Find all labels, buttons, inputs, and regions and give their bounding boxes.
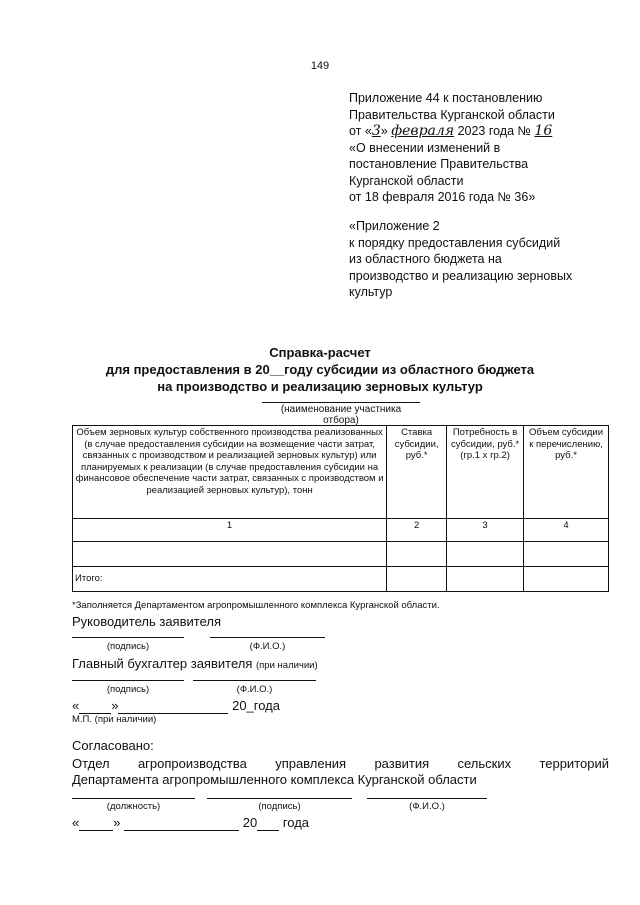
head-sign-caption: (подпись) xyxy=(106,641,150,652)
annex-date-line: от «3» февраля 2023 года № 16 xyxy=(349,123,553,139)
table-cell[interactable] xyxy=(524,567,609,592)
fio-caption: (Ф.И.О.) xyxy=(409,801,445,812)
accountant-sign-caption: (подпись) xyxy=(106,684,150,695)
head-signature-line[interactable] xyxy=(72,637,184,638)
signature-line[interactable] xyxy=(207,798,352,799)
date-day-field[interactable] xyxy=(79,815,113,831)
annex2-line-2: к порядку предоставления субсидий xyxy=(349,235,561,250)
agreed-word: управления xyxy=(275,756,347,771)
date-day-field[interactable] xyxy=(79,698,111,714)
title-line-1: Справка-расчет xyxy=(269,345,371,360)
annex2-line-1: «Приложение 2 xyxy=(349,219,440,233)
handwritten-month: февраля xyxy=(391,123,455,139)
col-number-3: 3 xyxy=(447,519,524,542)
seal-note: М.П. (при наличии) xyxy=(72,714,157,725)
annex2-line-3: из областного бюджета на xyxy=(349,252,502,266)
annex-line-2: Правительства Курганской области xyxy=(349,107,555,122)
date-year: 20 xyxy=(242,815,258,830)
participant-caption: (наименование участника отбора) xyxy=(280,404,402,426)
accountant-fio-line[interactable] xyxy=(193,680,316,681)
annex2-block xyxy=(349,218,619,301)
agreed-title: Согласовано: xyxy=(72,738,154,753)
annex-line-5: постановление Правительства xyxy=(349,157,529,171)
annex2-line-5: культур xyxy=(349,285,393,299)
annex-line-7: от 18 февраля 2016 года № 36» xyxy=(349,190,536,204)
header-rate: Ставка субсидии, руб.* xyxy=(387,426,447,519)
accountant-signature-line[interactable] xyxy=(72,680,184,681)
handwritten-number: 16 xyxy=(534,123,553,139)
agreed-word: развития xyxy=(374,756,430,771)
table-cell[interactable] xyxy=(387,542,447,567)
title-line-3: на производство и реализацию зерновых культур xyxy=(157,379,483,394)
fio-line[interactable] xyxy=(367,798,487,799)
page-number: 149 xyxy=(310,60,330,72)
date-month-field[interactable] xyxy=(124,815,239,831)
date-quote-open: « xyxy=(72,815,80,830)
footnote: *Заполняется Департаментом агропромышленного комплекса Курганской области. xyxy=(72,600,440,611)
table-cell[interactable] xyxy=(387,567,447,592)
annex-line-4: «О внесении изменений в xyxy=(349,140,501,155)
agreed-line-1 xyxy=(72,756,609,771)
head-fio-line[interactable] xyxy=(210,637,325,638)
document-title xyxy=(0,344,640,395)
agreed-word: сельских xyxy=(457,756,512,771)
col-number-1: 1 xyxy=(73,519,387,542)
table-cell[interactable] xyxy=(447,567,524,592)
date-year-field[interactable] xyxy=(257,815,279,831)
col-number-2: 2 xyxy=(387,519,447,542)
signature-caption: (подпись) xyxy=(258,801,301,812)
position-caption: (должность) xyxy=(106,801,161,812)
annex-line-1: Приложение 44 к постановлению xyxy=(349,91,543,105)
table-row xyxy=(73,542,609,567)
title-line-2: для предоставления в 20__году субсидии из областного бюджета xyxy=(105,362,535,377)
table-total-row xyxy=(73,567,609,592)
header-need: Потребность в субсидии, руб.* (гр.1 х гр.2) xyxy=(447,426,524,519)
header-amount: Объем субсидии к перечислению, руб.* xyxy=(524,426,609,519)
accountant-title-line xyxy=(72,656,318,671)
accountant-note: (при наличии) xyxy=(256,660,318,671)
participant-name-line xyxy=(262,402,420,403)
agreed-word: агропроизводства xyxy=(137,756,247,771)
table-number-row xyxy=(73,519,609,542)
annex-block xyxy=(349,90,619,206)
table-header-row xyxy=(73,426,609,519)
handwritten-day: 3 xyxy=(371,123,381,139)
table-cell[interactable] xyxy=(524,542,609,567)
agreed-word: территорий xyxy=(539,756,609,771)
date-year: 20_года xyxy=(232,698,280,713)
agreed-line-2: Департамента агропромышленного комплекса Курганской области xyxy=(72,772,477,787)
agreed-date xyxy=(72,815,309,831)
table-cell[interactable] xyxy=(447,542,524,567)
calculation-table xyxy=(72,425,609,592)
date-suffix: года xyxy=(282,815,310,830)
head-title: Руководитель заявителя xyxy=(72,614,221,629)
date-quote-open: « xyxy=(72,698,80,713)
date-quote-close: » xyxy=(113,815,121,830)
date-month-field[interactable] xyxy=(118,698,228,714)
table-cell[interactable] xyxy=(73,542,387,567)
accountant-fio-caption: (Ф.И.О.) xyxy=(236,684,273,695)
annex2-line-4: производство и реализацию зерновых xyxy=(349,268,573,283)
accountant-date xyxy=(72,698,280,714)
head-fio-caption: (Ф.И.О.) xyxy=(249,641,286,652)
col-number-4: 4 xyxy=(524,519,609,542)
date-quote-close: » xyxy=(111,698,119,713)
annex-line-6: Курганской области xyxy=(349,173,464,188)
position-line[interactable] xyxy=(72,798,195,799)
header-volume: Объем зерновых культур собственного производства реализованных (в случае предоставления субсидии на возмещение части затрат, связанных с производством и реализацией зерновых культур) или планируемых к реализации (в случае предоставления субсидии на финансовое обеспечение части затрат, связанных с производством и реализацией зерновых культур), тонн xyxy=(73,426,387,519)
total-label: Итого: xyxy=(73,567,387,592)
accountant-title: Главный бухгалтер заявителя xyxy=(72,656,253,671)
agreed-word: Отдел xyxy=(72,756,110,771)
